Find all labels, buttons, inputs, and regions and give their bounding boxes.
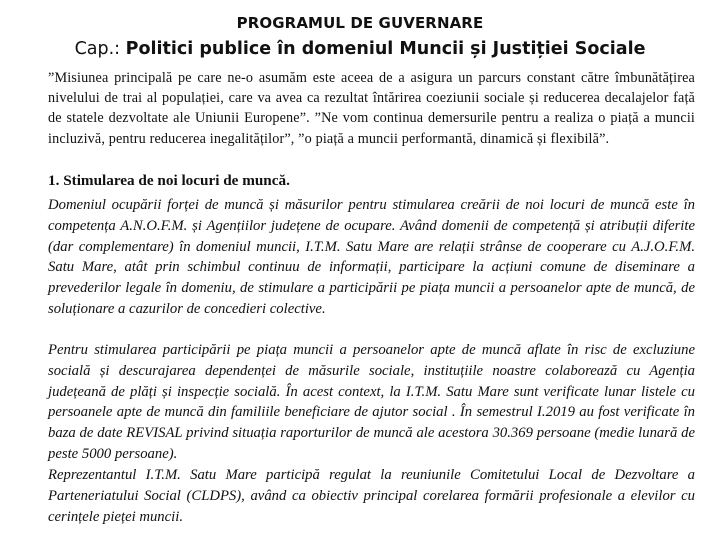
body-paragraph-3: Reprezentantul I.T.M. Satu Mare participă regulat la reuniunile Comitetului Local de Dezvoltare a Parteneriatului Social (CLDPS), având ca obiectiv principal corelarea formării profesionale a elevilor cu cerințele pieței muncii.	[48, 467, 695, 525]
document-kicker: PROGRAMUL DE GUVERNARE	[236, 14, 484, 32]
chapter-title: Politici publice în domeniul Muncii și Justiției Sociale	[125, 39, 646, 59]
mission-statement: ”Misiunea principală pe care ne-o asumăm este aceea de a asigura un parcurs constant către îmbunătățirea nivelului de trai al populației, care va avea ca rezultat întărirea coeziunii sociale și reducerea decalajelor față de statele dezvoltate ale Uniunii Europene”. ”Ne vom continua demersurile pentru a realiza o piață a muncii incluzivă, pentru reducerea inegalităților”, ”o piață a muncii performantă, dinamică și flexibilă”.	[48, 70, 695, 147]
chapter-prefix: Cap.:	[74, 39, 121, 59]
body-paragraph-1: Domeniul ocupării forței de muncă și măsurilor pentru stimularea creării de noi locuri de muncă este în competența A.N.O.F.M. și Agențiilor județene de ocupare. Având domenii de competență și atribuții diferite (dar complementare) în domeniul muncii, I.T.M. Satu Mare are relații strânse de cooperare cu A.J.O.F.M. Satu Mare, atât prin schimbul continuu de informații, participare la acțiuni comune de diseminare a prevederilor legale în domeniu, de stimulare a participării pe piața muncii a persoanelor apte de muncă, de soluționare a cazurilor de concedieri colective.	[48, 197, 695, 317]
body-paragraph-2: Pentru stimularea participării pe piața muncii a persoanelor apte de muncă aflate în risc de excluziune socială și descurajarea dependenței de măsurile sociale, instituțiile noastre colaborează cu Agenția județeană de plăți și inspecție socială. În acest context, la I.T.M. Satu Mare sunt verificate lunar listele cu persoanele apte de muncă din familiile beneficiare de ajutor social . În semestrul I.2019 au fost verificate în baza de date REVISAL privind situația raporturilor de muncă ale acestora 30.369 persoane (medie lunară de peste 5000 persoane).	[48, 342, 695, 462]
chapter-title-line	[0, 38, 720, 60]
section-heading: 1. Stimularea de noi locuri de muncă.	[48, 172, 290, 189]
